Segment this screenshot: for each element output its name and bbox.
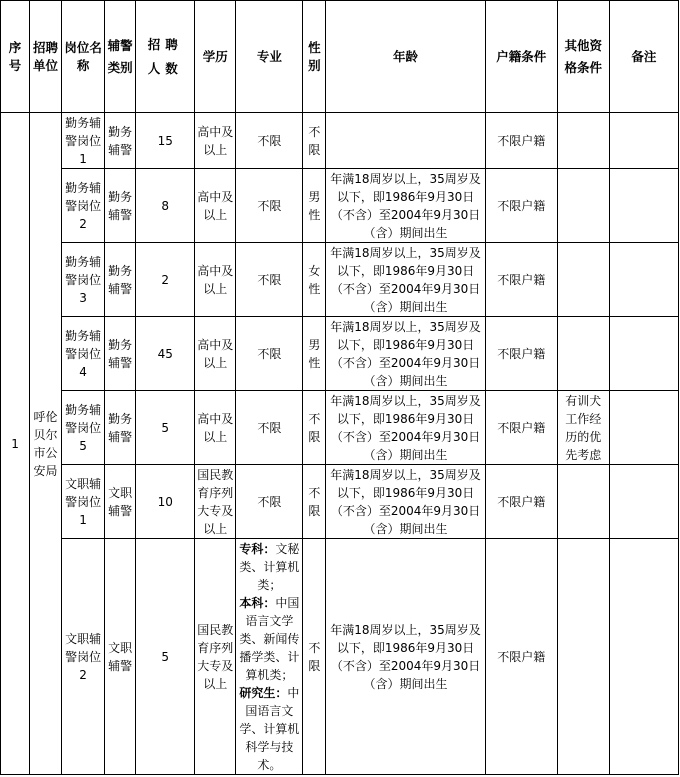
gender-cell: 不限 [303,465,326,539]
table-row [1,169,679,243]
benke-label: 本科： [239,595,276,610]
yanjiusheng-text: 中国语言文学、计算机科学与技术。 [239,685,300,772]
category-cell: 文职辅警 [105,539,136,775]
remark-cell [609,317,678,391]
category-cell: 勤务辅警 [105,243,136,317]
remark-cell [609,113,678,169]
other-cell [557,113,609,169]
hukou-cell: 不限户籍 [485,539,557,775]
category-cell: 勤务辅警 [105,169,136,243]
position-cell: 勤务辅警岗位2 [62,169,105,243]
header-position: 岗位名称 [62,1,105,113]
table-row [1,243,679,317]
education-cell: 高中及以上 [195,243,236,317]
position-cell: 文职辅警岗位1 [62,465,105,539]
table-row [1,465,679,539]
table-row [1,317,679,391]
hukou-cell: 不限户籍 [485,113,557,169]
major-cell: 不限 [236,113,303,169]
hukou-cell: 不限户籍 [485,169,557,243]
education-cell: 高中及以上 [195,169,236,243]
header-gender: 性别 [303,1,326,113]
count-cell: 45 [136,317,195,391]
gender-cell: 女性 [303,243,326,317]
education-cell: 高中及以上 [195,317,236,391]
age-cell: 年满18周岁以上，35周岁及以下，即1986年9月30日（不含）至2004年9月30日（含）期间出生 [326,391,485,465]
category-cell: 文职辅警 [105,465,136,539]
position-cell: 勤务辅警岗位4 [62,317,105,391]
education-cell: 高中及以上 [195,113,236,169]
age-cell: 年满18周岁以上，35周岁及以下，即1986年9月30日（不含）至2004年9月30日（含）期间出生 [326,169,485,243]
education-cell: 国民教育序列大专及以上 [195,465,236,539]
position-cell: 勤务辅警岗位5 [62,391,105,465]
header-age: 年龄 [326,1,485,113]
unit-cell: 呼伦贝尔市公安局 [30,113,62,775]
other-cell [557,169,609,243]
hukou-cell: 不限户籍 [485,391,557,465]
table-row [1,539,679,775]
header-row [1,1,679,113]
age-cell: 年满18周岁以上，35周岁及以下，即1986年9月30日（不含）至2004年9月30日（含）期间出生 [326,539,485,775]
header-count: 招聘人数 [136,1,195,113]
position-cell: 文职辅警岗位2 [62,539,105,775]
gender-cell: 男性 [303,169,326,243]
header-other: 其他资格条件 [557,1,609,113]
category-cell: 勤务辅警 [105,317,136,391]
header-remark: 备注 [609,1,678,113]
major-cell: 不限 [236,317,303,391]
header-category: 辅警类别 [105,1,136,113]
position-cell: 勤务辅警岗位3 [62,243,105,317]
position-cell: 勤务辅警岗位1 [62,113,105,169]
table-row [1,113,679,169]
count-cell: 2 [136,243,195,317]
other-cell [557,465,609,539]
remark-cell [609,169,678,243]
count-cell: 10 [136,465,195,539]
category-cell: 勤务辅警 [105,113,136,169]
hukou-cell: 不限户籍 [485,243,557,317]
gender-cell: 不限 [303,391,326,465]
seq-cell: 1 [1,113,30,775]
other-cell [557,243,609,317]
remark-cell [609,465,678,539]
yanjiusheng-label: 研究生： [239,685,288,700]
major-detail-cell [236,539,303,775]
category-cell: 勤务辅警 [105,391,136,465]
gender-cell: 男性 [303,317,326,391]
education-cell: 高中及以上 [195,391,236,465]
count-cell: 8 [136,169,195,243]
count-cell: 5 [136,539,195,775]
count-cell: 15 [136,113,195,169]
age-cell: 年满18周岁以上，35周岁及以下，即1986年9月30日（不含）至2004年9月30日（含）期间出生 [326,465,485,539]
header-major: 专业 [236,1,303,113]
gender-cell: 不限 [303,113,326,169]
header-education: 学历 [195,1,236,113]
major-cell: 不限 [236,391,303,465]
other-cell: 有训犬工作经历的优先考虑 [557,391,609,465]
zhuanke-text: 文秘类、计算机类； [239,541,300,592]
education-cell: 国民教育序列大专及以上 [195,539,236,775]
age-cell: 年满18周岁以上，35周岁及以下，即1986年9月30日（不含）至2004年9月30日（含）期间出生 [326,317,485,391]
age-cell: 年满18周岁以上，35周岁及以下，即1986年9月30日（不含）至2004年9月30日（含）期间出生 [326,243,485,317]
table-row [1,391,679,465]
other-cell [557,539,609,775]
remark-cell [609,539,678,775]
major-cell: 不限 [236,243,303,317]
count-cell: 5 [136,391,195,465]
remark-cell [609,243,678,317]
zhuanke-label: 专科： [239,541,276,556]
major-cell: 不限 [236,169,303,243]
other-cell [557,317,609,391]
gender-cell: 不限 [303,539,326,775]
hukou-cell: 不限户籍 [485,465,557,539]
hukou-cell: 不限户籍 [485,317,557,391]
remark-cell [609,391,678,465]
header-hukou: 户籍条件 [485,1,557,113]
age-cell [326,113,485,169]
header-unit: 招聘单位 [30,1,62,113]
benke-text: 中国语言文学类、新闻传播学类、计算机类； [239,595,300,682]
header-seq: 序号 [1,1,30,113]
major-cell: 不限 [236,465,303,539]
